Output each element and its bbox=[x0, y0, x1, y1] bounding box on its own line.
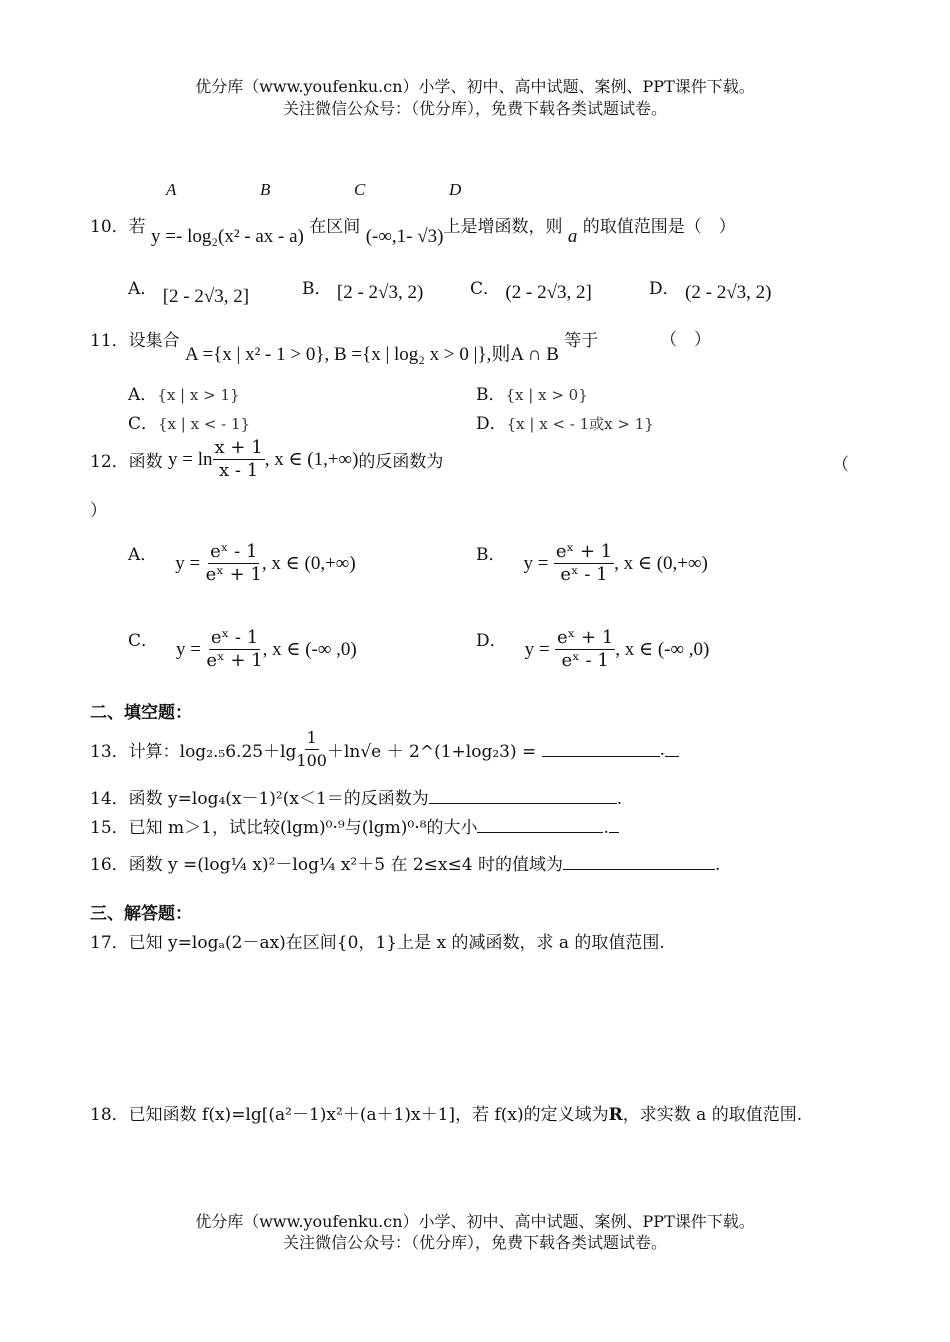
q9-letter-c: C bbox=[354, 180, 366, 199]
q11-suffix: 等于 bbox=[564, 331, 599, 351]
q15-answer-blank[interactable] bbox=[477, 818, 603, 833]
q10-option-d: D． (2 - 2√3, 2) bbox=[649, 279, 772, 303]
q10-option-a: A． [2 - 2√3, 2] bbox=[128, 279, 250, 307]
q13: 13． 计算：log₂.₅6.25＋lg $\frac{1}{100}$ ＋ln√e ＋ 2^(1+log₂3) = . bbox=[90, 728, 679, 771]
q12-option-a: A． y = $\frac{\text{eˣ - 1}}{\text{eˣ + 1}}$ , x ∈ (0,+∞) bbox=[128, 541, 356, 585]
q11-paren: （ ） bbox=[660, 330, 711, 350]
q10-suffix: 上是增函数，则 bbox=[443, 217, 563, 237]
q10-interval: (-∞,1- √3) bbox=[365, 226, 444, 247]
q12-paren-close: ） bbox=[90, 501, 107, 521]
header-line-2: 关注微信公众号：（优分库），免费下载各类试题试卷。 bbox=[282, 99, 667, 118]
q16: 16．函数 y =(log¼ x)²－log¼ x²＋5 在 2≤x≤4 时的值域为 . bbox=[90, 855, 721, 875]
q9-letter-a: A bbox=[166, 180, 177, 199]
section-answer: 三、解答题： bbox=[90, 904, 192, 924]
q12-stem bbox=[90, 438, 443, 481]
q9-letter-b: B bbox=[260, 180, 271, 199]
q14-answer-blank[interactable] bbox=[429, 789, 617, 804]
q11-expression: A ={x | x² - 1 > 0}, B ={x | log₂ x > 0 |},则A ∩ B bbox=[185, 344, 559, 365]
footer-line-2: 关注微信公众号：（优分库），免费下载各类试题试卷。 bbox=[282, 1233, 667, 1252]
q11-stem bbox=[90, 325, 599, 365]
q10-prefix: 若 bbox=[128, 217, 146, 237]
q11-option-a: A．{x | x > 1} bbox=[128, 385, 240, 405]
footer-line-1: 优分库（www.youfenku.cn）小学、初中、高中试题、案例、PPT课件下载。 bbox=[195, 1212, 755, 1231]
q12-fraction: $\frac{x + 1}{x - 1}$ bbox=[214, 437, 263, 481]
q12-y: y = ln bbox=[168, 448, 213, 470]
q10-number: 10． bbox=[90, 217, 129, 237]
q18: 18．已知函数 f(x)=lg[(a²－1)x²＋(a＋1)x＋1]，若 f(x)的定义域为R，求实数 a 的取值范围. bbox=[90, 1105, 803, 1125]
q14: 14．函数 y=log₄(x－1)²(x＜1＝的反函数为 . bbox=[90, 789, 623, 809]
q11-option-b: B．{x | x > 0} bbox=[476, 385, 588, 405]
q10-mid: 在区间 bbox=[309, 217, 361, 237]
header-line-1: 优分库（www.youfenku.cn）小学、初中、高中试题、案例、PPT课件下载。 bbox=[195, 77, 755, 96]
q10-option-c: C． (2 - 2√3, 2] bbox=[470, 279, 592, 303]
q10-option-b: B． [2 - 2√3, 2) bbox=[302, 279, 424, 303]
q11-option-c: C．{x | x < - 1} bbox=[128, 414, 251, 434]
q12-suffix: 的反函数为 bbox=[358, 452, 444, 472]
q11-prefix: 设集合 bbox=[128, 331, 180, 351]
q12-option-b: B． y = $\frac{\text{eˣ + 1}}{\text{eˣ - 1}}$ , x ∈ (0,+∞) bbox=[476, 541, 708, 585]
q10-var: a bbox=[567, 226, 578, 247]
q11-option-d: D．{x | x < - 1或x > 1} bbox=[476, 414, 654, 434]
q12-domain: , x ∈ (1,+∞) bbox=[264, 449, 359, 470]
q12-paren-open: （ bbox=[832, 455, 849, 475]
q13-answer-blank[interactable] bbox=[542, 742, 660, 757]
q15: 15．已知 m＞1，试比较(lgm)⁰·⁹与(lgm)⁰·⁸的大小 . bbox=[90, 813, 619, 838]
q17: 17．已知 y=logₐ(2－ax)在区间{0，1}上是 x 的减函数，求 a 的取值范围. bbox=[90, 933, 665, 953]
q9-letter-d: D bbox=[449, 180, 462, 199]
q12-option-c: C． y = $\frac{\text{eˣ - 1}}{\text{eˣ + 1}}$ , x ∈ (-∞ ,0) bbox=[128, 627, 357, 671]
section-fill-in: 二、填空题： bbox=[90, 703, 192, 723]
q11-number: 11． bbox=[90, 331, 129, 351]
q10-stem bbox=[90, 212, 736, 247]
q13-fraction: $\frac{1}{100}$ bbox=[296, 728, 327, 770]
q12-option-d: D． y = $\frac{\text{eˣ + 1}}{\text{eˣ - 1}}$ , x ∈ (-∞ ,0) bbox=[476, 627, 710, 671]
q12-number: 12． bbox=[90, 452, 129, 472]
q16-answer-blank[interactable] bbox=[563, 855, 715, 870]
q10-tail: 的取值范围是（ ） bbox=[582, 217, 736, 237]
q12-prefix: 函数 bbox=[128, 452, 163, 472]
q10-function: y =- log₂(x² - ax - a) bbox=[151, 226, 304, 247]
